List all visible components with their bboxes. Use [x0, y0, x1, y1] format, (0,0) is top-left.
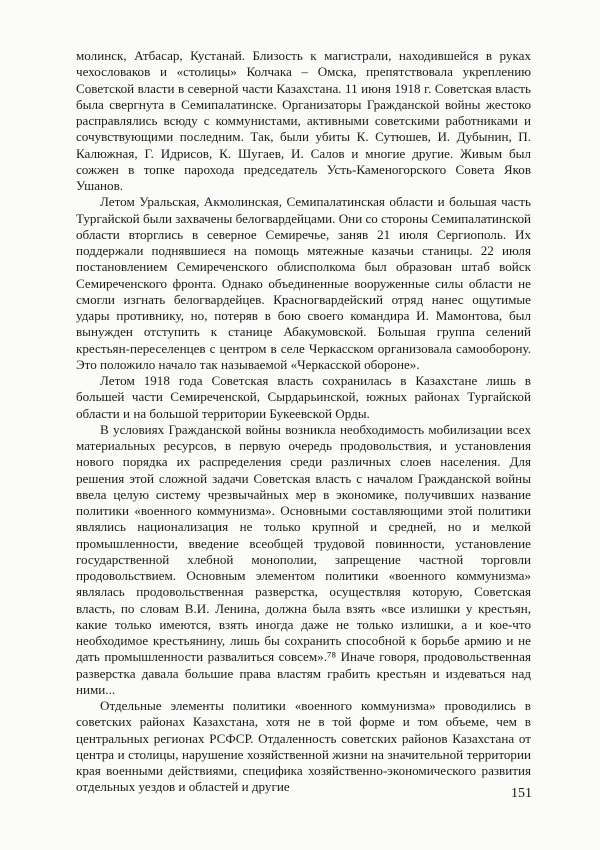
paragraph: Отдельные элементы политики «военного коммунизма» проводились в советских районах Казахстана, хотя не в той форме и том объеме, чем в центральных регионах РСФСР. Отдаленность советских районов Казахстана от центра и столицы, нарушение хозяйственной жизни на значительной территории края военными действиями, специфика хозяйственно-экономического развития отдельных уездов и областей и другие	[76, 698, 531, 795]
paragraph-continuation: молинск, Атбасар, Кустанай. Близость к магистрали, находившейся в руках чехословаков и «столицы» Колчака – Омска, препятствовала укреплению Советской власти в северной части Казахстана. 11 июня 1918 г. Советская власть была свергнута в Семипалатинске. Организаторы Гражданской войны жестоко расправлялись всюду с коммунистами, активными советскими работниками и сочувствующими последним. Так, были убиты К. Сутюшев, И. Дубынин, П. Калюжная, Г. Идрисов, К. Шугаев, И. Салов и многие другие. Живым был сожжен в топке парохода председатель Усть-Каменогорского Совета Яков Ушанов.	[76, 48, 531, 193]
paragraph: Летом 1918 года Советская власть сохранилась в Казахстане лишь в большей части Семиреченской, Сырдарьинской, южных районах Тургайской области и на большой территории Букеевской Орды.	[76, 373, 531, 421]
paragraph: Летом Уральская, Акмолинская, Семипалатинская области и большая часть Тургайской были захвачены белогвардейцами. Они со стороны Семипалатинской области вторглись в северное Семиречье, заняв 21 июля Сергиополь. Их поддержали поднявшиеся на помощь мятежные казачьи станицы. 22 июля постановлением Семиреченского облисполкома был образован штаб войск Семиреченского фронта. Однако объединенные вооруженные силы области не смогли изгнать белогвардейцев. Красногвардейский отряд нанес ощутимые удары противнику, но, потеряв в бою своего командира И. Мамонтова, был вынужден отступить к станице Абакумовской. Большая группа селений крестьян-переселенцев с центром в селе Черкасском организовала самооборону. Это положило начало так называемой «Черкасской обороне».	[76, 194, 531, 372]
paragraph: В условиях Гражданской войны возникла необходимость мобилизации всех материальных ресурсов, в первую очередь продовольствия, и установления нового порядка их распределения среди различных слоев населения. Для решения этой сложной задачи Советская власть с началом Гражданской войны ввела целую систему чрезвычайных мер в экономике, получивших название политики «военного коммунизма». Основными составляющими этой политики являлись национализация не только крупной и средней, но и мелкой промышленности, введение всеобщей трудовой повинности, установление государственной хлебной монополии, запрещение частной торговли продовольствием. Основным элементом политики «военного коммунизма» являлась продовольственная разверстка, осуществляя которую, Советская власть, по словам В.И. Ленина, должна была взять «все излишки у крестьян, какие только имеются, взять иногда даже не только излишки, а и кое-что необходимое крестьянину, лишь бы сохранить способной к борьбе армию и не дать промышленности развалиться совсем».⁷⁸ Иначе говоря, продовольственная разверстка давала большие права властям грабить крестьян и издеваться над ними...	[76, 421, 531, 697]
page-number: 151	[511, 786, 532, 801]
body-text	[76, 48, 531, 796]
